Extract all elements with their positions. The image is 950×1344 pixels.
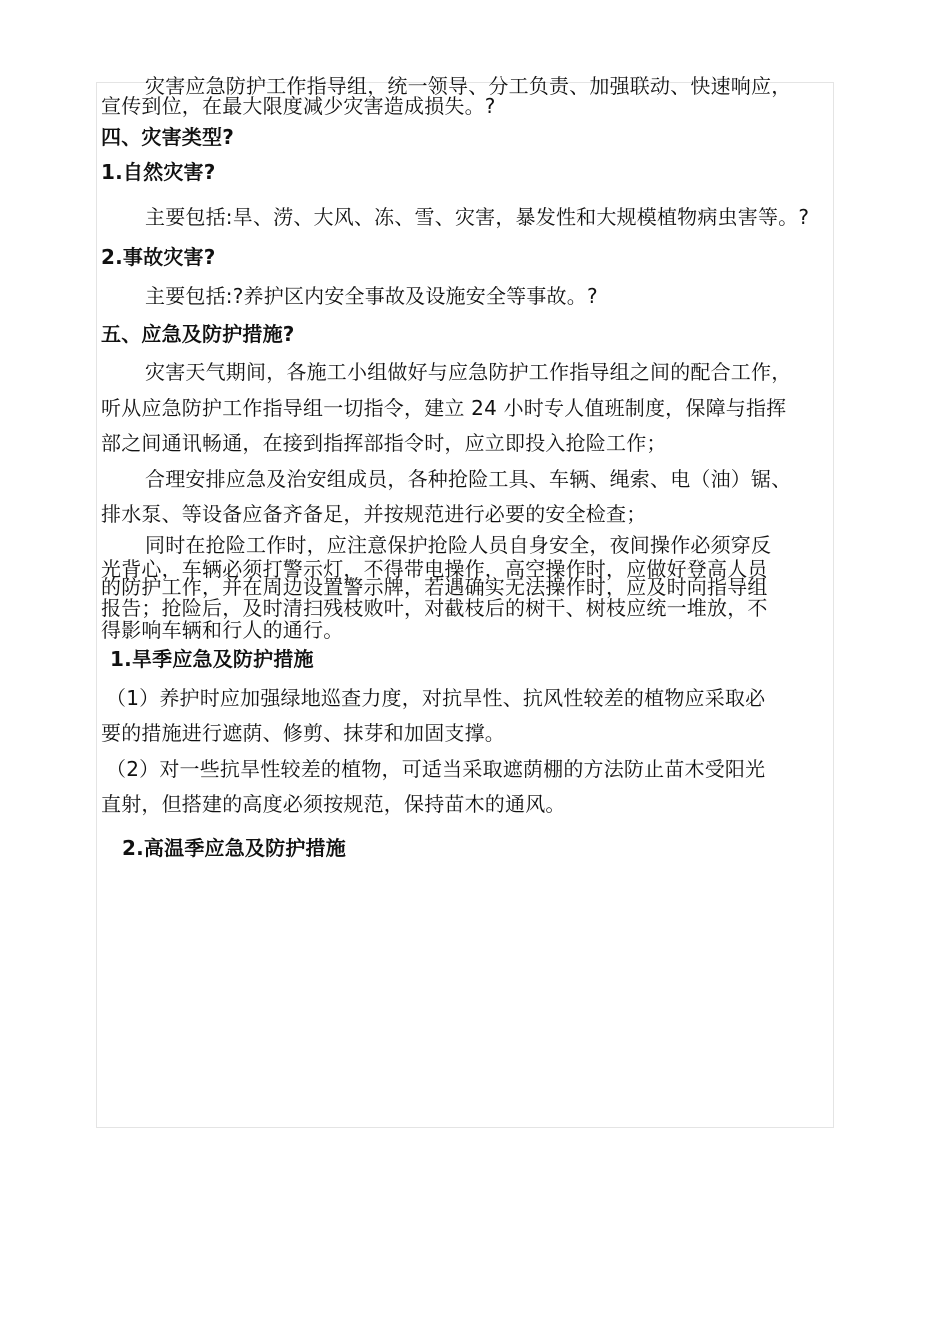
- paragraph-line: 排水泵、等设备应备齐备足，并按规范进行必要的安全检查；: [101, 502, 647, 526]
- subsection-heading: 1.旱季应急及防护措施: [110, 647, 314, 671]
- paragraph-line: 主要包括:?养护区内安全事故及设施安全等事故。?: [145, 284, 598, 308]
- paragraph-line: 灾害天气期间，各施工小组做好与应急防护工作指导组之间的配合工作，: [145, 360, 792, 384]
- paragraph-line: 主要包括:旱、涝、大风、冻、雪、灾害，暴发性和大规模植物病虫害等。?: [145, 205, 810, 229]
- paragraph-line: 听从应急防护工作指导组一切指令，建立 24 小时专人值班制度，保障与指挥: [101, 396, 787, 420]
- paragraph-line: 合理安排应急及治安组成员，各种抢险工具、车辆、绳索、电（油）锯、: [145, 467, 792, 491]
- subsection-heading: 1.自然灾害?: [101, 160, 216, 184]
- subsection-heading: 2.事故灾害?: [101, 245, 216, 269]
- paragraph-line: 得影响车辆和行人的通行。: [101, 618, 344, 642]
- paragraph-line: 报告；抢险后，及时清扫残枝败叶，对截枝后的树干、树枝应统一堆放，不: [101, 596, 768, 620]
- list-item-line: 直射，但搭建的高度必须按规范，保持苗木的通风。: [101, 792, 566, 816]
- paragraph-line: 部之间通讯畅通，在接到指挥部指令时，应立即投入抢险工作；: [101, 431, 667, 455]
- list-item-line: 要的措施进行遮荫、修剪、抹芽和加固支撑。: [101, 721, 505, 745]
- paragraph-line: 宣传到位，在最大限度减少灾害造成损失。?: [101, 94, 496, 118]
- paragraph-line: 同时在抢险工作时，应注意保护抢险人员自身安全，夜间操作必须穿反: [145, 533, 772, 557]
- paragraph-line: 光背心，车辆必须打警示灯，不得带电操作，高空操作时，应做好登高人员: [101, 557, 768, 581]
- paragraph-line: 的防护工作，并在周边设置警示牌，若遇确实无法操作时，应及时向指导组: [101, 575, 768, 599]
- paragraph-line: 灾害应急防护工作指导组，统一领导、分工负责、加强联动、快速响应，: [145, 74, 792, 98]
- list-item-line: （1）养护时应加强绿地巡查力度，对抗旱性、抗风性较差的植物应采取必: [106, 686, 766, 710]
- section-heading: 五、应急及防护措施?: [101, 322, 295, 346]
- section-heading: 四、灾害类型?: [101, 125, 235, 149]
- list-item-line: （2）对一些抗旱性较差的植物，可适当采取遮荫棚的方法防止苗木受阳光: [106, 757, 766, 781]
- subsection-heading: 2.高温季应急及防护措施: [122, 836, 346, 860]
